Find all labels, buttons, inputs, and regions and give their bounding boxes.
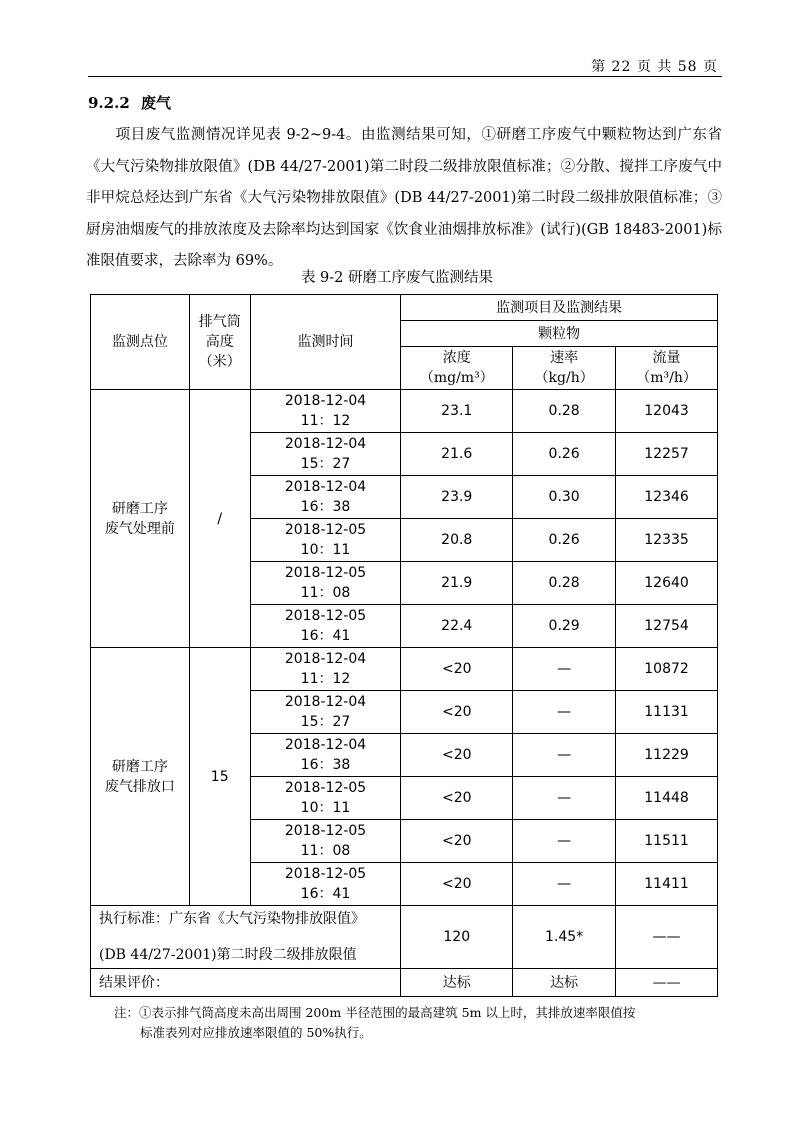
monitoring-time <box>250 777 401 820</box>
section-heading <box>88 92 171 113</box>
header-conc <box>401 347 513 390</box>
monitoring-table <box>90 294 718 997</box>
monitoring-time <box>250 476 401 519</box>
monitoring-time: 10：11 <box>300 800 351 816</box>
rate-value: 0.26 <box>513 519 616 562</box>
monitoring-point-line: 废气处理前 <box>104 520 175 537</box>
rate-value: — <box>513 648 616 691</box>
concentration-value: <20 <box>401 691 513 734</box>
concentration-value: 22.4 <box>401 605 513 648</box>
standard-label-line1: 执行标准：广东省《大气污染物排放限值》 <box>99 911 365 927</box>
header-pollutant: 颗粒物 <box>401 321 718 347</box>
rate-value: 0.29 <box>513 605 616 648</box>
section-title: 废气 <box>141 94 172 112</box>
header-height-line: 排气筒 <box>198 314 241 330</box>
header-conc-label: 浓度 <box>442 350 471 366</box>
concentration-value: 23.1 <box>401 390 513 433</box>
monitoring-date: 2018-12-05 <box>284 522 367 538</box>
monitoring-time: 10：11 <box>300 542 351 558</box>
monitoring-point-line: 废气排放口 <box>104 778 175 795</box>
header-row <box>91 295 718 321</box>
header-rate-unit: （kg/h） <box>534 370 594 386</box>
rate-value: 0.30 <box>513 476 616 519</box>
body-paragraph <box>86 120 722 278</box>
header-point: 监测点位 <box>91 295 190 390</box>
header-flow-label: 流量 <box>652 350 681 366</box>
concentration-value: 21.9 <box>401 562 513 605</box>
flow-value: 11411 <box>616 863 718 906</box>
monitoring-point <box>91 648 190 906</box>
rate-value: 0.28 <box>513 562 616 605</box>
rate-value: 0.26 <box>513 433 616 476</box>
page-header <box>88 52 722 77</box>
flow-value: 12640 <box>616 562 718 605</box>
monitoring-date: 2018-12-05 <box>284 823 367 839</box>
monitoring-time <box>250 648 401 691</box>
standard-label <box>91 906 401 969</box>
monitoring-time: 16：41 <box>300 628 351 644</box>
monitoring-time <box>250 863 401 906</box>
monitoring-date: 2018-12-04 <box>284 651 367 667</box>
header-rate-label: 速率 <box>550 350 579 366</box>
evaluation-conc: 达标 <box>401 969 513 997</box>
flow-value: 11229 <box>616 734 718 777</box>
monitoring-time: 11：12 <box>300 413 351 429</box>
monitoring-point-line: 研磨工序 <box>111 758 168 775</box>
evaluation-label: 结果评价： <box>91 969 401 997</box>
header-conc-unit: （mg/m³） <box>419 370 494 386</box>
header-group: 监测项目及监测结果 <box>401 295 718 321</box>
concentration-value: <20 <box>401 820 513 863</box>
note-line1: 注：①表示排气筒高度未高出周围 200m 半径范围的最高建筑 5m 以上时，其排放速率限值按 <box>114 1005 636 1020</box>
rate-value: — <box>513 777 616 820</box>
evaluation-rate: 达标 <box>513 969 616 997</box>
concentration-value: <20 <box>401 863 513 906</box>
monitoring-date: 2018-12-04 <box>284 393 367 409</box>
monitoring-point-line: 研磨工序 <box>111 500 168 517</box>
concentration-value: 21.6 <box>401 433 513 476</box>
monitoring-date: 2018-12-04 <box>284 436 367 452</box>
page-number: 第 22 页 共 58 页 <box>591 59 718 75</box>
monitoring-date: 2018-12-04 <box>284 694 367 710</box>
monitoring-time <box>250 820 401 863</box>
monitoring-time: 11：08 <box>300 585 351 601</box>
table-caption: 表 9-2 研磨工序废气监测结果 <box>300 270 494 286</box>
paragraph-text: 项目废气监测情况详见表 9-2~9-4。由监测结果可知，①研磨工序废气中颗粒物达到广东省《大气污染物排放限值》(DB 44/27-2001)第二时段二级排放限值标准；②分散、搅拌工序废气中非甲烷总烃达到广东省《大气污染物排放限值》(DB 44/27-2001)第二时段二级排放限值标准；③厨房油烟废气的排放浓度及去除率均达到国家《饮食业油烟排放标准》(试行)(GB 18483-2001)标准限值要求，去除率为 69%。 <box>86 127 722 269</box>
concentration-value: 20.8 <box>401 519 513 562</box>
flow-value: 12257 <box>616 433 718 476</box>
monitoring-time: 15：27 <box>300 714 351 730</box>
standard-rate: 1.45* <box>513 906 616 969</box>
standard-flow: —— <box>616 906 718 969</box>
standard-row <box>91 906 718 969</box>
flow-value: 11448 <box>616 777 718 820</box>
rate-value: 0.28 <box>513 390 616 433</box>
monitoring-point <box>91 390 190 648</box>
monitoring-time <box>250 691 401 734</box>
rate-value: — <box>513 734 616 777</box>
concentration-value: <20 <box>401 734 513 777</box>
monitoring-date: 2018-12-05 <box>284 565 367 581</box>
table-row <box>91 648 718 691</box>
section-number: 9.2.2 <box>88 94 130 112</box>
flow-value: 12754 <box>616 605 718 648</box>
monitoring-time: 11：08 <box>300 843 351 859</box>
table-row <box>91 390 718 433</box>
monitoring-time <box>250 519 401 562</box>
header-height-line: （米） <box>198 354 241 370</box>
evaluation-flow: —— <box>616 969 718 997</box>
monitoring-time: 16：38 <box>300 499 351 515</box>
monitoring-date: 2018-12-05 <box>284 608 367 624</box>
flow-value: 11131 <box>616 691 718 734</box>
concentration-value: <20 <box>401 777 513 820</box>
monitoring-time: 11：12 <box>300 671 351 687</box>
flow-value: 12335 <box>616 519 718 562</box>
standard-label-line2: (DB 44/27-2001)第二时段二级排放限值 <box>99 947 357 963</box>
header-time: 监测时间 <box>250 295 401 390</box>
header-height-line: 高度 <box>205 334 234 350</box>
concentration-value: 23.9 <box>401 476 513 519</box>
standard-conc: 120 <box>401 906 513 969</box>
note-line2: 标准表列对应排放速率限值的 50%执行。 <box>140 1025 372 1040</box>
flow-value: 12346 <box>616 476 718 519</box>
monitoring-time: 16：41 <box>300 886 351 902</box>
monitoring-date: 2018-12-05 <box>284 866 367 882</box>
header-flow-unit: （m³/h） <box>636 370 697 386</box>
rate-value: — <box>513 863 616 906</box>
header-flow <box>616 347 718 390</box>
monitoring-date: 2018-12-04 <box>284 479 367 495</box>
monitoring-time: 15：27 <box>300 456 351 472</box>
stack-height: 15 <box>189 648 250 906</box>
table-note <box>114 1003 724 1043</box>
monitoring-time <box>250 734 401 777</box>
monitoring-time <box>250 562 401 605</box>
header-height <box>189 295 250 390</box>
monitoring-date: 2018-12-05 <box>284 780 367 796</box>
concentration-value: <20 <box>401 648 513 691</box>
monitoring-time <box>250 390 401 433</box>
header-rate <box>513 347 616 390</box>
flow-value: 12043 <box>616 390 718 433</box>
flow-value: 11511 <box>616 820 718 863</box>
monitoring-time <box>250 605 401 648</box>
rate-value: — <box>513 691 616 734</box>
stack-height: / <box>189 390 250 648</box>
flow-value: 10872 <box>616 648 718 691</box>
monitoring-time <box>250 433 401 476</box>
monitoring-date: 2018-12-04 <box>284 737 367 753</box>
rate-value: — <box>513 820 616 863</box>
evaluation-row <box>91 969 718 997</box>
monitoring-time: 16：38 <box>300 757 351 773</box>
